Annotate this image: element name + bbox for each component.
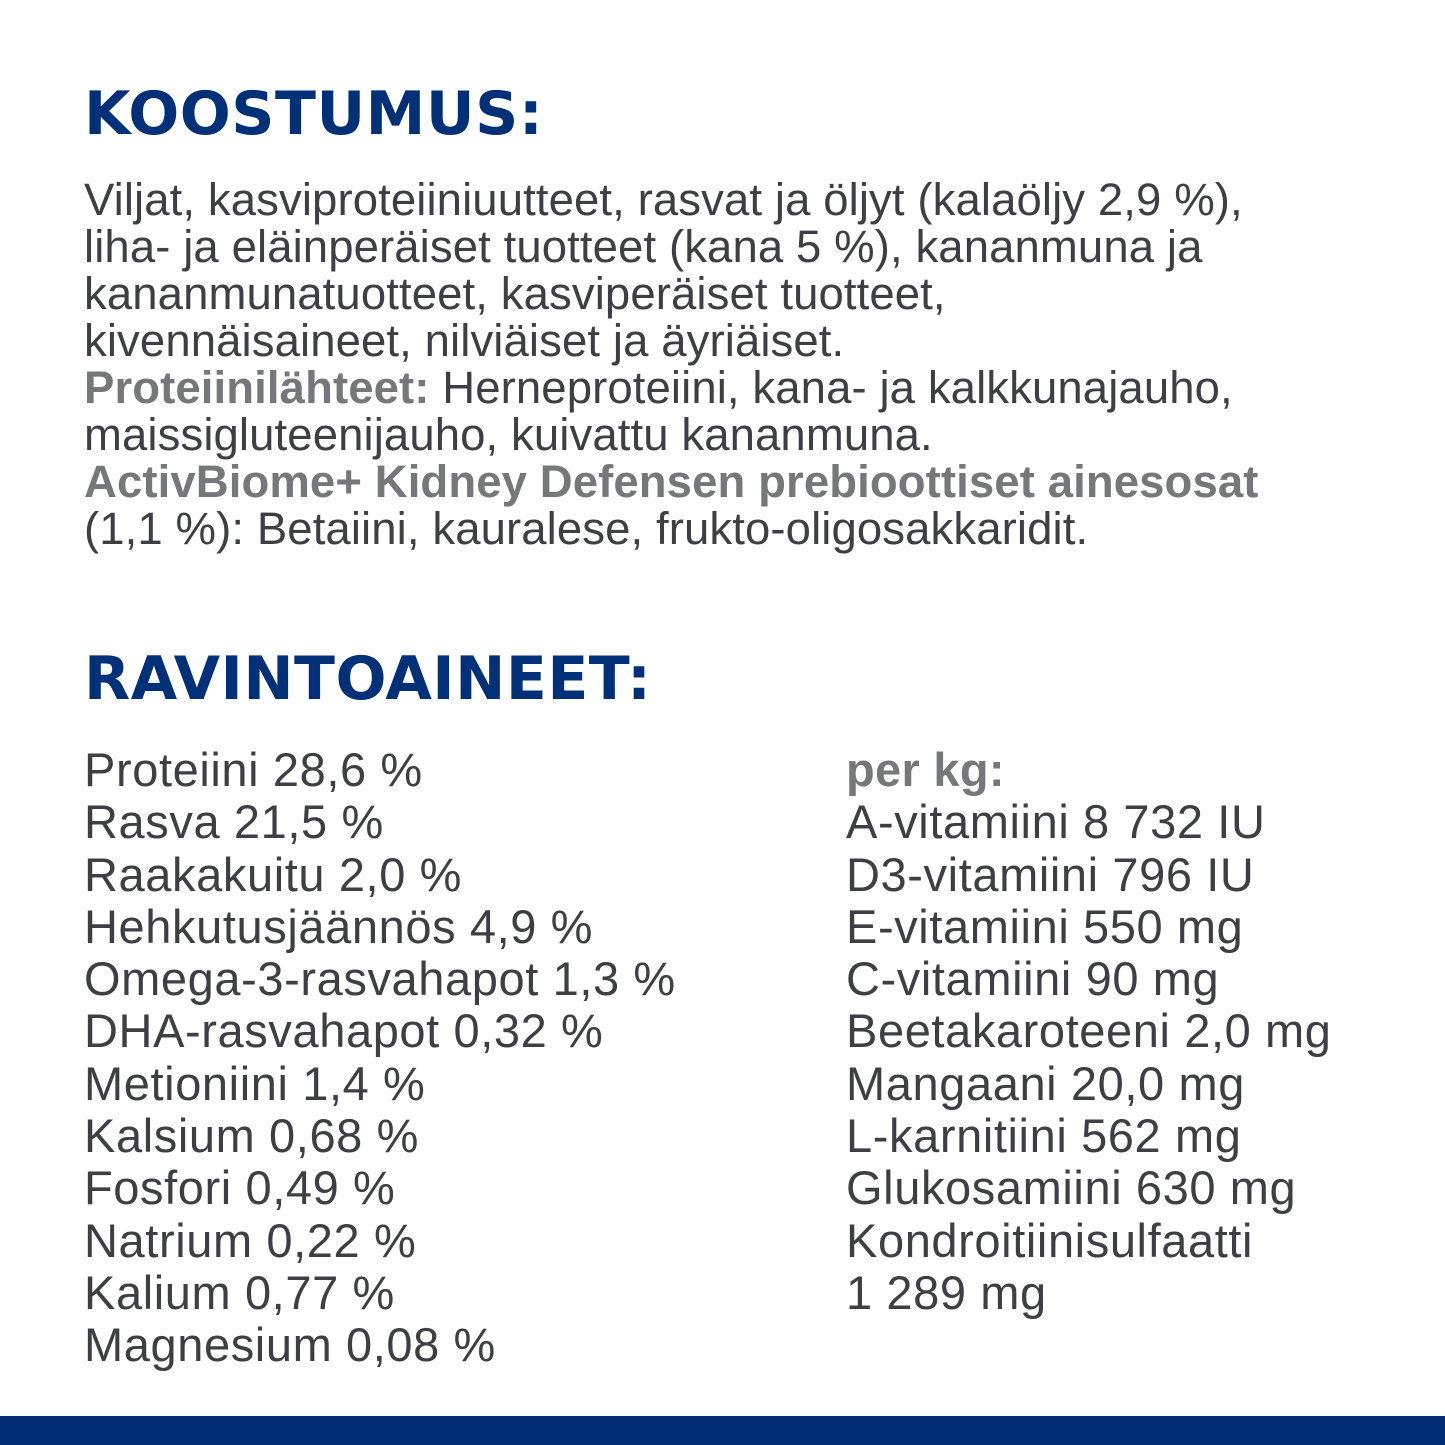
composition-heading: KOOSTUMUS: xyxy=(84,79,544,149)
nutrient-value: 21,5 % xyxy=(233,795,384,849)
per-kg-item xyxy=(846,1110,1332,1162)
nutrient-value: 20,0 mg xyxy=(1070,1056,1245,1110)
nutrient-name: Metioniini xyxy=(84,1056,289,1110)
composition-line: Viljat, kasviproteiiniuutteet, rasvat ja öljyt (kalaöljy 2,9 %), xyxy=(84,174,1243,225)
per-kg-item xyxy=(846,1162,1332,1214)
nutrient-value: 0,08 % xyxy=(346,1318,496,1372)
nutrient-item xyxy=(84,901,676,953)
protein-sources-label: Proteiinilähteet: xyxy=(84,362,430,413)
nutrient-value: 0,77 % xyxy=(244,1265,395,1319)
nutrient-name: Mangaani xyxy=(846,1056,1058,1110)
nutrient-value: 1,4 % xyxy=(302,1056,426,1110)
nutrient-value: 8 732 IU xyxy=(1083,795,1266,849)
nutrient-value: 1,3 % xyxy=(552,952,676,1006)
nutrient-value: 2,0 % xyxy=(338,847,462,901)
per-kg-item xyxy=(846,1005,1332,1057)
nutrient-value: 796 IU xyxy=(1112,847,1255,901)
nutrient-value: 0,22 % xyxy=(266,1213,417,1267)
nutrient-item xyxy=(84,1005,676,1057)
nutrient-value: 562 mg xyxy=(1081,1109,1242,1163)
prebiotics-label: ActivBiome+ Kidney Defensen prebioottiset ainesosat xyxy=(84,456,1259,507)
bottom-brand-bar xyxy=(0,1416,1445,1445)
nutrient-name: Beetakaroteeni xyxy=(846,1004,1171,1058)
nutrient-name: A-vitamiini xyxy=(846,795,1070,849)
nutrient-name: Omega-3-rasvahapot xyxy=(84,952,539,1006)
nutrient-item xyxy=(84,1267,676,1319)
protein-sources-line: maissigluteenijauho, kuivattu kananmuna. xyxy=(84,409,933,460)
nutrient-value: 0,49 % xyxy=(245,1161,396,1215)
composition-line: kivennäisaineet, nilviäiset ja äyriäiset. xyxy=(84,315,845,366)
nutrients-heading: RAVINTOAINEET: xyxy=(84,644,652,714)
nutrient-name: Proteiini xyxy=(84,743,260,796)
nutrient-name: Raakakuitu xyxy=(84,847,326,901)
nutrient-value: 4,9 % xyxy=(469,899,594,953)
nutrient-name: Magnesium xyxy=(84,1318,333,1372)
per-kg-item xyxy=(846,953,1332,1005)
composition-paragraph xyxy=(84,176,1429,552)
prebiotics-text: (1,1 %): Betaiini, kauralese, frukto-oligosakkaridit. xyxy=(84,503,1089,554)
nutrient-value: 0,32 % xyxy=(453,1004,604,1058)
nutrient-name: Kondroitiinisulfaatti xyxy=(846,1213,1254,1267)
per-kg-item xyxy=(846,849,1332,901)
composition-line: liha- ja eläinperäiset tuotteet (kana 5 %), kananmuna ja xyxy=(84,221,1203,272)
protein-sources-line xyxy=(84,364,1429,411)
nutrient-value: 550 mg xyxy=(1083,899,1244,953)
nutrient-item xyxy=(84,744,676,796)
nutrient-value: 2,0 mg xyxy=(1184,1004,1332,1058)
nutrient-item xyxy=(84,849,676,901)
protein-sources-text: Herneproteiini, kana- ja kalkkunajauho, xyxy=(429,362,1233,413)
nutrient-name: Rasva xyxy=(84,795,221,849)
nutrient-value: 0,68 % xyxy=(269,1109,419,1163)
nutrient-name: D3-vitamiini xyxy=(846,847,1099,901)
nutrient-name: Kalium xyxy=(84,1265,232,1319)
nutrient-name: E-vitamiini xyxy=(846,899,1070,953)
nutrient-value: 90 mg xyxy=(1085,952,1220,1006)
per-kg-item xyxy=(846,1058,1332,1110)
nutrient-percent-list xyxy=(84,744,676,1372)
nutrient-value: 1 289 mg xyxy=(846,1265,1047,1319)
nutrient-name: L-karnitiini xyxy=(846,1109,1068,1163)
nutrient-name: Natrium xyxy=(84,1213,253,1267)
nutrient-item xyxy=(84,953,676,1005)
nutrient-name: DHA-rasvahapot xyxy=(84,1004,440,1058)
nutrient-item xyxy=(84,1110,676,1162)
nutrient-item xyxy=(84,1215,676,1267)
per-kg-item xyxy=(846,796,1332,848)
nutrient-item xyxy=(84,1162,676,1214)
per-kg-item xyxy=(846,901,1332,953)
nutrient-name: Fosfori xyxy=(84,1161,232,1215)
per-kg-item xyxy=(846,1215,1332,1320)
nutrient-name: Glukosamiini xyxy=(846,1161,1123,1215)
nutrient-item xyxy=(84,1319,676,1371)
nutrient-value: 630 mg xyxy=(1135,1161,1297,1215)
nutrient-item xyxy=(84,796,676,848)
composition-line: kananmunatuotteet, kasviperäiset tuotteet, xyxy=(84,268,946,319)
nutrient-per-kg-list xyxy=(846,744,1332,1319)
nutrient-item xyxy=(84,1058,676,1110)
nutrient-name: C-vitamiini xyxy=(846,952,1072,1006)
nutrient-name: Hehkutusjäännös xyxy=(84,899,457,953)
per-kg-label: per kg: xyxy=(846,743,1005,796)
nutrient-value: 28,6 % xyxy=(272,743,423,796)
nutrient-name: Kalsium xyxy=(84,1109,256,1163)
